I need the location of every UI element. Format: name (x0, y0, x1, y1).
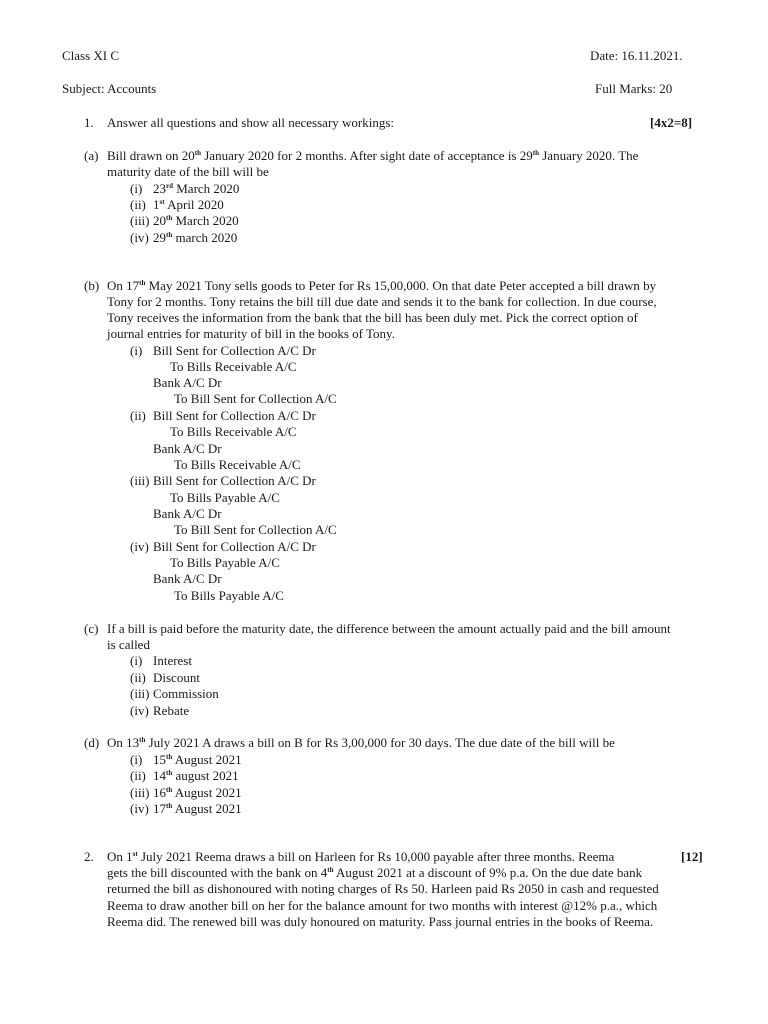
q1b-option-number: (ii) (130, 408, 146, 423)
q1b-option-number: (iv) (130, 539, 149, 554)
q1b-entry-credit: To Bills Payable A/C (174, 588, 284, 603)
q1b-option-number: (i) (130, 343, 143, 358)
q1b-label: (b) (84, 278, 100, 293)
q1b-entry-debit: Bill Sent for Collection A/C Dr (153, 343, 316, 358)
q1d-label: (d) (84, 735, 100, 750)
q1a-option-number: (iii) (130, 213, 150, 228)
class-label: Class XI C (62, 48, 120, 63)
q2-line4: Reema to draw another bill on her for the balance amount for two months with interest @12% p.a., which (107, 898, 658, 913)
q1b-entry-credit: To Bills Payable A/C (170, 490, 280, 505)
q1c-option-text: Discount (153, 670, 200, 685)
q2-line3: returned the bill as dishonoured with noting charges of Rs 50. Harleen paid Rs 2050 in cash and requested (107, 881, 659, 896)
q1a-option-text: 23rd March 2020 (153, 181, 240, 196)
q1b-entry-debit: Bank A/C Dr (153, 441, 222, 456)
q1c-option-number: (iv) (130, 703, 149, 718)
q1c-option-number: (i) (130, 653, 143, 668)
q1c-option-number: (ii) (130, 670, 146, 685)
subject-label: Subject: Accounts (62, 81, 157, 96)
q1c-option-text: Commission (153, 686, 219, 701)
date-label: Date: 16.11.2021. (590, 48, 683, 63)
q1c-label: (c) (84, 621, 99, 636)
q1b-line4: journal entries for maturity of bill in the books of Tony. (107, 326, 395, 341)
q1d-option-text: 17th August 2021 (153, 801, 242, 816)
q1d-option-number: (iv) (130, 801, 149, 816)
q1-number: 1. (84, 115, 94, 130)
q1b-entry-credit: To Bills Receivable A/C (174, 457, 301, 472)
q1a-option-text: 20th March 2020 (153, 213, 239, 228)
q1b-entry-credit: To Bills Payable A/C (170, 555, 280, 570)
q1d-option-text: 15th August 2021 (153, 752, 242, 767)
q1a-option-text: 29th march 2020 (153, 230, 238, 245)
q1b-entry-debit: Bank A/C Dr (153, 571, 222, 586)
q1a-line1: Bill drawn on 20th January 2020 for 2 months. After sight date of acceptance is 29th January 2020. The (107, 148, 639, 163)
q1a-line2: maturity date of the bill will be (107, 164, 269, 179)
q1d-option-number: (iii) (130, 785, 150, 800)
q2-line1: On 1st July 2021 Reema draws a bill on Harleen for Rs 10,000 payable after three months. Reema (107, 849, 615, 864)
q1b-entry-debit: Bank A/C Dr (153, 506, 222, 521)
q1c-option-number: (iii) (130, 686, 150, 701)
q1-instruction: Answer all questions and show all necessary workings: (107, 115, 395, 130)
q1b-entry-debit: Bill Sent for Collection A/C Dr (153, 408, 316, 423)
q2-number: 2. (84, 849, 94, 864)
q1c-line1: If a bill is paid before the maturity date, the difference between the amount actually paid and the bill amount (107, 621, 671, 636)
q1a-option-text: 1st April 2020 (153, 197, 224, 212)
q1d-option-text: 16th August 2021 (153, 785, 242, 800)
q1b-entry-credit: To Bills Receivable A/C (170, 424, 297, 439)
q1d-option-text: 14th august 2021 (153, 768, 239, 783)
q1d-option-number: (ii) (130, 768, 146, 783)
q2-marks: [12] (681, 849, 703, 864)
q1d-option-number: (i) (130, 752, 143, 767)
q1c-option-text: Rebate (153, 703, 190, 718)
q1a-option-number: (iv) (130, 230, 149, 245)
full-marks-label: Full Marks: 20 (595, 81, 673, 96)
q1c-line2: is called (107, 637, 150, 652)
q1b-line3: Tony receives the information from the bank that the bill has been duly met. Pick the correct option of (107, 310, 638, 325)
q1b-entry-debit: Bill Sent for Collection A/C Dr (153, 473, 316, 488)
q1b-entry-credit: To Bills Receivable A/C (170, 359, 297, 374)
q1b-option-number: (iii) (130, 473, 150, 488)
q1b-line1: On 17th May 2021 Tony sells goods to Peter for Rs 15,00,000. On that date Peter accepted a bill drawn by (107, 278, 657, 293)
q1d-line1: On 13th July 2021 A draws a bill on B for Rs 3,00,000 for 30 days. The due date of the bill will be (107, 735, 615, 750)
q2-line2: gets the bill discounted with the bank on 4th August 2021 at a discount of 9% p.a. On the due date bank (107, 865, 643, 880)
q1a-option-number: (ii) (130, 197, 146, 212)
q1a-label: (a) (84, 148, 99, 163)
q1c-option-text: Interest (153, 653, 192, 668)
q1b-entry-debit: Bank A/C Dr (153, 375, 222, 390)
q1b-entry-credit: To Bill Sent for Collection A/C (174, 391, 337, 406)
q1b-entry-credit: To Bill Sent for Collection A/C (174, 522, 337, 537)
q1b-entry-debit: Bill Sent for Collection A/C Dr (153, 539, 316, 554)
q1b-line2: Tony for 2 months. Tony retains the bill till due date and sends it to the bank for collection. In due course, (107, 294, 657, 309)
q2-line5: Reema did. The renewed bill was duly honoured on maturity. Pass journal entries in the books of Reema. (107, 914, 654, 929)
q1a-option-number: (i) (130, 181, 143, 196)
q1-marks: [4x2=8] (650, 115, 693, 130)
